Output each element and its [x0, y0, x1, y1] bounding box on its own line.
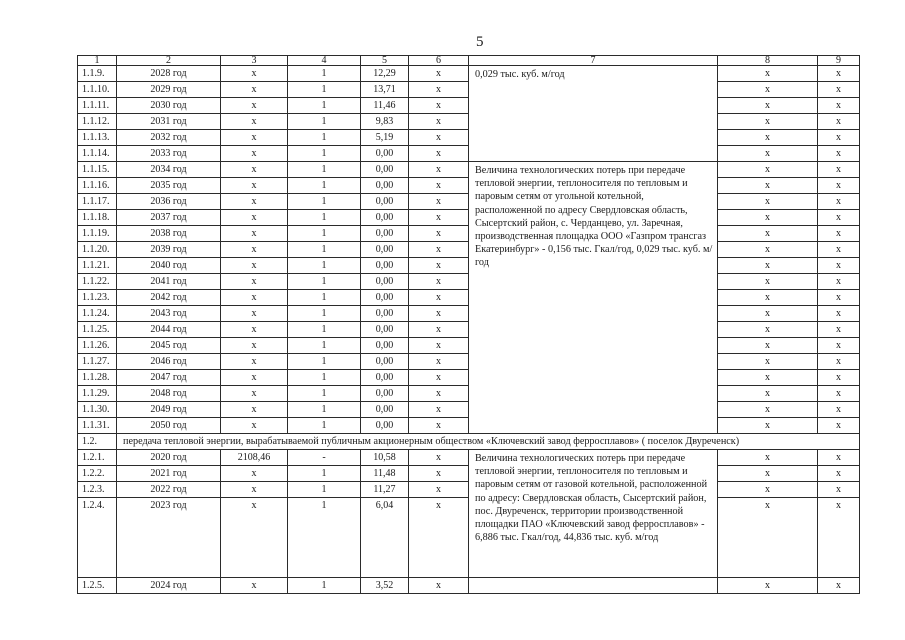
col5-cell: 13,71 [361, 82, 409, 98]
col3-cell: x [221, 498, 288, 578]
year-cell: 2021 год [117, 466, 221, 482]
year-cell: 2041 год [117, 274, 221, 290]
col8-cell: x [718, 274, 818, 290]
col3-cell: 2108,46 [221, 450, 288, 466]
col3-cell: x [221, 290, 288, 306]
col3-cell: x [221, 418, 288, 434]
col9-cell: x [818, 130, 860, 146]
col5-cell: 11,27 [361, 482, 409, 498]
col3-cell: x [221, 354, 288, 370]
col5-cell: 0,00 [361, 306, 409, 322]
year-cell: 2022 год [117, 482, 221, 498]
col4-cell: 1 [288, 290, 361, 306]
col6-cell: x [409, 482, 469, 498]
col3-cell: x [221, 114, 288, 130]
col4-cell: 1 [288, 498, 361, 578]
column-number-cell: 4 [288, 56, 361, 66]
col8-cell: x [718, 242, 818, 258]
col8-cell: x [718, 306, 818, 322]
col6-cell: x [409, 306, 469, 322]
col3-cell: x [221, 482, 288, 498]
col6-cell: x [409, 82, 469, 98]
col6-cell: x [409, 450, 469, 466]
col9-cell: x [818, 322, 860, 338]
col3-cell: x [221, 82, 288, 98]
col5-cell: 6,04 [361, 498, 409, 578]
col9-cell: x [818, 162, 860, 178]
row-id: 1.1.12. [78, 114, 117, 130]
row-id: 1.1.20. [78, 242, 117, 258]
year-cell: 2031 год [117, 114, 221, 130]
col4-cell: 1 [288, 178, 361, 194]
col6-cell: x [409, 274, 469, 290]
row-id: 1.1.24. [78, 306, 117, 322]
col8-cell: x [718, 210, 818, 226]
col3-cell: x [221, 146, 288, 162]
col5-cell: 0,00 [361, 402, 409, 418]
col5-cell: 11,46 [361, 98, 409, 114]
col8-cell: x [718, 66, 818, 82]
col5-cell: 3,52 [361, 578, 409, 594]
col4-cell: 1 [288, 578, 361, 594]
year-cell: 2032 год [117, 130, 221, 146]
col3-cell: x [221, 98, 288, 114]
col6-cell: x [409, 578, 469, 594]
year-cell: 2048 год [117, 386, 221, 402]
year-cell: 2049 год [117, 402, 221, 418]
row-id: 1.1.15. [78, 162, 117, 178]
col4-cell: 1 [288, 258, 361, 274]
column-number-cell: 5 [361, 56, 409, 66]
row-id: 1.2.4. [78, 498, 117, 578]
col3-cell: x [221, 242, 288, 258]
col5-cell: 0,00 [361, 146, 409, 162]
col4-cell: 1 [288, 354, 361, 370]
col4-cell: 1 [288, 130, 361, 146]
col4-cell: 1 [288, 306, 361, 322]
year-cell: 2044 год [117, 322, 221, 338]
column-number-cell: 6 [409, 56, 469, 66]
col5-cell: 0,00 [361, 338, 409, 354]
col3-cell: x [221, 210, 288, 226]
col4-cell: 1 [288, 226, 361, 242]
page-number: 5 [476, 34, 484, 50]
col7-cell [469, 578, 718, 594]
section-id: 1.2. [78, 434, 117, 450]
note-cell-top: 0,029 тыс. куб. м/год [469, 66, 718, 162]
col4-cell: 1 [288, 402, 361, 418]
col8-cell: x [718, 578, 818, 594]
col8-cell: x [718, 146, 818, 162]
col8-cell: x [718, 258, 818, 274]
col5-cell: 0,00 [361, 178, 409, 194]
section-title: передача тепловой энергии, вырабатываемой публичным акционерным обществом «Ключевский завод ферросплавов» ( поселок Двуреченск) [117, 434, 860, 450]
year-cell: 2020 год [117, 450, 221, 466]
col6-cell: x [409, 354, 469, 370]
year-cell: 2046 год [117, 354, 221, 370]
col3-cell: x [221, 338, 288, 354]
col3-cell: x [221, 322, 288, 338]
col4-cell: 1 [288, 370, 361, 386]
col3-cell: x [221, 226, 288, 242]
col3-cell: x [221, 194, 288, 210]
col9-cell: x [818, 210, 860, 226]
col4-cell: 1 [288, 466, 361, 482]
col9-cell: x [818, 82, 860, 98]
year-cell: 2039 год [117, 242, 221, 258]
col3-cell: x [221, 386, 288, 402]
year-cell: 2030 год [117, 98, 221, 114]
row-id: 1.1.13. [78, 130, 117, 146]
note-cell-1-2: Величина технологических потерь при передаче тепловой энергии, теплоносителя по тепловым и паровым сетям от газовой котельной, расположенной по адресу: Свердловская область, Сысертский район, пос. Двуреченск, территории производственной площадки ПАО «Ключевский завод ферросплавов» - 6,886 тыс. Гкал/год, 44,836 тыс. куб. м/год [469, 450, 718, 578]
col6-cell: x [409, 242, 469, 258]
year-cell: 2043 год [117, 306, 221, 322]
row-id: 1.1.11. [78, 98, 117, 114]
col6-cell: x [409, 290, 469, 306]
row-id: 1.1.31. [78, 418, 117, 434]
col9-cell: x [818, 290, 860, 306]
col6-cell: x [409, 210, 469, 226]
col5-cell: 5,19 [361, 130, 409, 146]
column-number-cell: 1 [78, 56, 117, 66]
col4-cell: 1 [288, 114, 361, 130]
year-cell: 2036 год [117, 194, 221, 210]
col5-cell: 0,00 [361, 290, 409, 306]
col9-cell: x [818, 306, 860, 322]
col5-cell: 0,00 [361, 210, 409, 226]
col9-cell: x [818, 450, 860, 466]
row-id: 1.1.22. [78, 274, 117, 290]
col9-cell: x [818, 178, 860, 194]
col9-cell: x [818, 370, 860, 386]
col5-cell: 0,00 [361, 226, 409, 242]
col8-cell: x [718, 162, 818, 178]
col4-cell: - [288, 450, 361, 466]
col8-cell: x [718, 386, 818, 402]
col4-cell: 1 [288, 210, 361, 226]
col8-cell: x [718, 130, 818, 146]
col3-cell: x [221, 66, 288, 82]
col9-cell: x [818, 466, 860, 482]
year-cell: 2029 год [117, 82, 221, 98]
col8-cell: x [718, 178, 818, 194]
col9-cell: x [818, 578, 860, 594]
year-cell: 2023 год [117, 498, 221, 578]
col6-cell: x [409, 386, 469, 402]
col6-cell: x [409, 146, 469, 162]
col9-cell: x [818, 498, 860, 578]
column-number-cell: 2 [117, 56, 221, 66]
col9-cell: x [818, 482, 860, 498]
col4-cell: 1 [288, 482, 361, 498]
row-id: 1.1.19. [78, 226, 117, 242]
col9-cell: x [818, 194, 860, 210]
col8-cell: x [718, 114, 818, 130]
col3-cell: x [221, 578, 288, 594]
col8-cell: x [718, 194, 818, 210]
col5-cell: 0,00 [361, 274, 409, 290]
col3-cell: x [221, 130, 288, 146]
col4-cell: 1 [288, 338, 361, 354]
col6-cell: x [409, 114, 469, 130]
col9-cell: x [818, 114, 860, 130]
col4-cell: 1 [288, 274, 361, 290]
section-header-row [78, 434, 860, 450]
data-table [77, 55, 860, 594]
year-cell: 2024 год [117, 578, 221, 594]
col8-cell: x [718, 290, 818, 306]
col5-cell: 0,00 [361, 242, 409, 258]
table-row [78, 162, 860, 178]
col8-cell: x [718, 482, 818, 498]
row-id: 1.1.21. [78, 258, 117, 274]
row-id: 1.1.30. [78, 402, 117, 418]
col5-cell: 0,00 [361, 258, 409, 274]
col9-cell: x [818, 386, 860, 402]
col8-cell: x [718, 226, 818, 242]
col4-cell: 1 [288, 66, 361, 82]
col8-cell: x [718, 338, 818, 354]
row-id: 1.2.2. [78, 466, 117, 482]
col4-cell: 1 [288, 98, 361, 114]
row-id: 1.1.26. [78, 338, 117, 354]
col6-cell: x [409, 338, 469, 354]
col5-cell: 0,00 [361, 194, 409, 210]
col9-cell: x [818, 354, 860, 370]
col6-cell: x [409, 322, 469, 338]
year-cell: 2047 год [117, 370, 221, 386]
col3-cell: x [221, 370, 288, 386]
col4-cell: 1 [288, 242, 361, 258]
year-cell: 2028 год [117, 66, 221, 82]
col9-cell: x [818, 98, 860, 114]
col6-cell: x [409, 162, 469, 178]
column-number-row [78, 56, 860, 66]
column-number-cell: 9 [818, 56, 860, 66]
year-cell: 2040 год [117, 258, 221, 274]
col4-cell: 1 [288, 418, 361, 434]
note-cell-1-1: Величина технологических потерь при передаче тепловой энергии, теплоносителя по тепловым и паровым сетям от угольной котельной, расположенной по адресу Свердловская область, Сысертский район, с. Черданцево, ул. Заречная, производственная площадка ООО «Газпром трансгаз Екатеринбург» - 0,156 тыс. Гкал/год, 0,029 тыс. куб. м/год [469, 162, 718, 434]
col3-cell: x [221, 274, 288, 290]
col4-cell: 1 [288, 162, 361, 178]
col8-cell: x [718, 466, 818, 482]
col9-cell: x [818, 274, 860, 290]
col9-cell: x [818, 258, 860, 274]
row-id: 1.1.28. [78, 370, 117, 386]
col8-cell: x [718, 322, 818, 338]
col5-cell: 0,00 [361, 162, 409, 178]
year-cell: 2038 год [117, 226, 221, 242]
col3-cell: x [221, 402, 288, 418]
col5-cell: 0,00 [361, 386, 409, 402]
row-id: 1.1.27. [78, 354, 117, 370]
col9-cell: x [818, 226, 860, 242]
row-id: 1.1.25. [78, 322, 117, 338]
col5-cell: 9,83 [361, 114, 409, 130]
col3-cell: x [221, 258, 288, 274]
col4-cell: 1 [288, 386, 361, 402]
col4-cell: 1 [288, 146, 361, 162]
col8-cell: x [718, 354, 818, 370]
col5-cell: 10,58 [361, 450, 409, 466]
col9-cell: x [818, 418, 860, 434]
col3-cell: x [221, 306, 288, 322]
row-id: 1.2.3. [78, 482, 117, 498]
row-id: 1.1.23. [78, 290, 117, 306]
row-id: 1.1.14. [78, 146, 117, 162]
col5-cell: 0,00 [361, 370, 409, 386]
col6-cell: x [409, 466, 469, 482]
col3-cell: x [221, 162, 288, 178]
col8-cell: x [718, 450, 818, 466]
col9-cell: x [818, 242, 860, 258]
col8-cell: x [718, 402, 818, 418]
col6-cell: x [409, 226, 469, 242]
col8-cell: x [718, 98, 818, 114]
col9-cell: x [818, 146, 860, 162]
col6-cell: x [409, 418, 469, 434]
table-row [78, 66, 860, 82]
row-id: 1.2.5. [78, 578, 117, 594]
col6-cell: x [409, 178, 469, 194]
year-cell: 2033 год [117, 146, 221, 162]
col5-cell: 0,00 [361, 322, 409, 338]
col6-cell: x [409, 370, 469, 386]
year-cell: 2042 год [117, 290, 221, 306]
col8-cell: x [718, 498, 818, 578]
col8-cell: x [718, 370, 818, 386]
col3-cell: x [221, 466, 288, 482]
column-number-cell: 3 [221, 56, 288, 66]
col6-cell: x [409, 98, 469, 114]
table-row [78, 450, 860, 466]
col3-cell: x [221, 178, 288, 194]
col5-cell: 11,48 [361, 466, 409, 482]
col4-cell: 1 [288, 82, 361, 98]
col6-cell: x [409, 498, 469, 578]
col9-cell: x [818, 338, 860, 354]
col8-cell: x [718, 418, 818, 434]
col9-cell: x [818, 402, 860, 418]
col4-cell: 1 [288, 322, 361, 338]
year-cell: 2050 год [117, 418, 221, 434]
column-number-cell: 7 [469, 56, 718, 66]
col6-cell: x [409, 66, 469, 82]
year-cell: 2037 год [117, 210, 221, 226]
row-id: 1.1.16. [78, 178, 117, 194]
col4-cell: 1 [288, 194, 361, 210]
column-number-cell: 8 [718, 56, 818, 66]
row-id: 1.1.29. [78, 386, 117, 402]
col6-cell: x [409, 130, 469, 146]
year-cell: 2045 год [117, 338, 221, 354]
col8-cell: x [718, 82, 818, 98]
col5-cell: 0,00 [361, 354, 409, 370]
row-id: 1.1.10. [78, 82, 117, 98]
col6-cell: x [409, 258, 469, 274]
row-id: 1.1.18. [78, 210, 117, 226]
row-id: 1.1.17. [78, 194, 117, 210]
year-cell: 2035 год [117, 178, 221, 194]
col6-cell: x [409, 402, 469, 418]
row-id: 1.1.9. [78, 66, 117, 82]
col9-cell: x [818, 66, 860, 82]
col6-cell: x [409, 194, 469, 210]
year-cell: 2034 год [117, 162, 221, 178]
col5-cell: 0,00 [361, 418, 409, 434]
col5-cell: 12,29 [361, 66, 409, 82]
table-row [78, 578, 860, 594]
row-id: 1.2.1. [78, 450, 117, 466]
